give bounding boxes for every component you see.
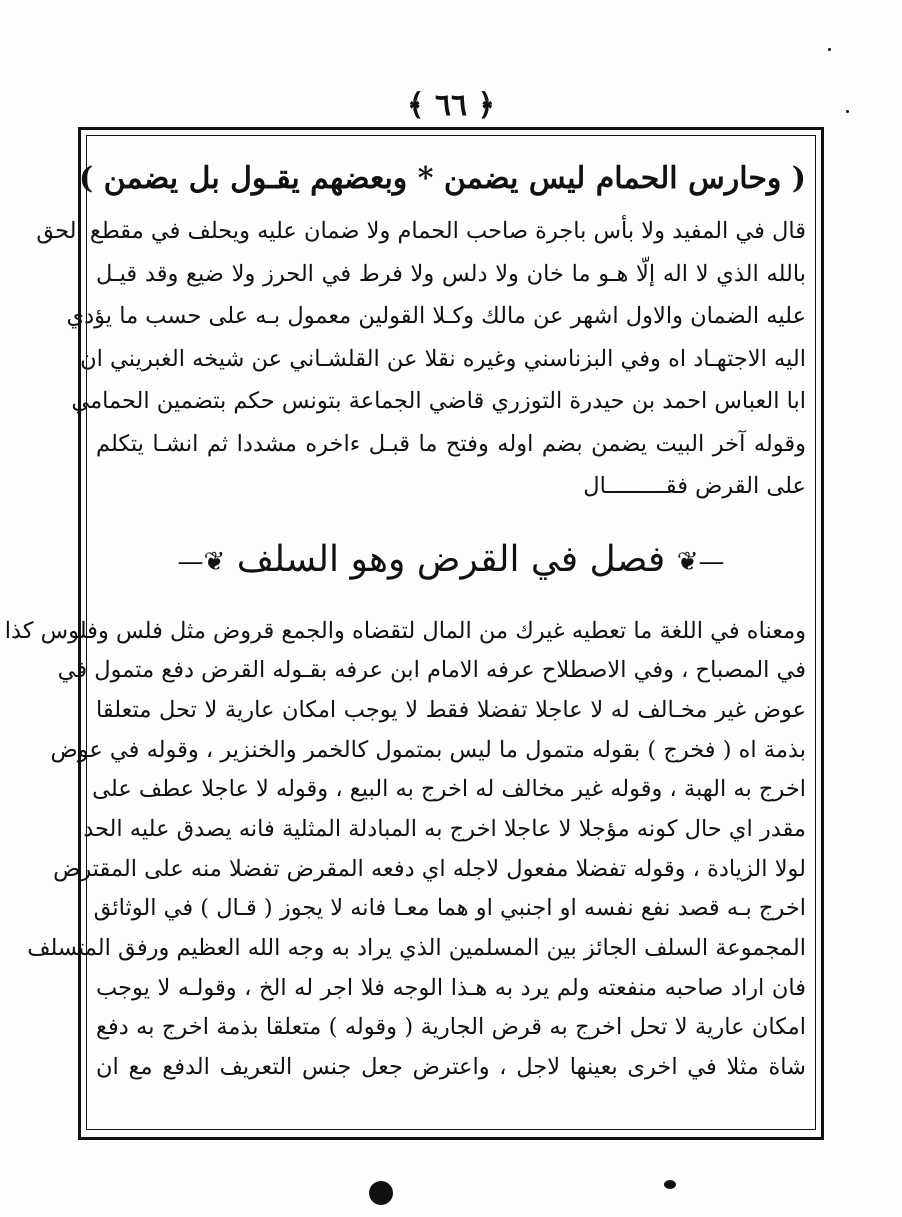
text-line: فان اراد صاحبه منفعته ولم يرد به هـذا الوجه فلا اجر له الخ ، وقولـه لا يوجب [96,974,806,1001]
chapter-heading [96,508,806,612]
text-line: امكان عارية لا تحل اخرج به قرض الجارية ( وقوله ) متعلقا بذمة اخرج به دفع [96,1014,806,1041]
ink-blot-icon [369,1181,393,1205]
text-line: اخرج بـه قصد نفع نفسه او اجنبي او هما معـا فانه لا يجوز ( قـال ) في الوثائق [93,895,806,922]
ink-speck-icon [828,48,831,51]
text-line: عليه الضمان والاول اشهر عن مالك وكـلا القولين معمول بـه على حسب ما يؤدي [66,303,806,329]
text-line: ومعناه في اللغة ما تعطيه غيرك من المال لتقضاه والجمع قروض مثل فلس وفلوس كذا [4,617,806,644]
text-line: بذمة اه ( فخرج ) بقوله متمول ما ليس بمتمول كالخمر والخنزير ، وقوله في عوض [50,736,806,763]
text-line: اليه الاجتهـاد اه وفي البزناسني وغيره نقلا عن القلشـاني عن شيخه الغبريني ان [80,345,806,372]
paragraph-2 [4,612,806,1088]
text-line: مقدر اي حال كونه مؤجلا لا عاجلا اخرج به المبادلة المثلية فانه يصدق عليه الحد [83,815,806,842]
text-line: لولا الزيادة ، وقوله تفضلا مفعول لاجله اي دفعه المقرض تفضلا منه على المقترض [53,855,806,882]
ink-speck-icon [846,110,849,113]
page-content [4,148,806,1118]
ornament-right-icon: —❦ [676,546,725,577]
text-line: اخرج به الهبة ، وقوله غير مخالف له اخرج به البيع ، وقوله لا عاجلا عطف على [92,776,806,803]
ornament-left-icon: ❦— [177,546,226,577]
page-number: ﴿ ٦٦ ﴾ [406,88,496,123]
text-line: وقوله آخر البيت يضمن بضم اوله وفتح ما قبـل ءاخره مشددا ثم انشـا يتكلم [96,430,806,457]
chapter-heading-text: فصل في القرض وهو السلف [236,538,666,580]
text-line: المجموعة السلف الجائز بين المسلمين الذي يراد به وجه الله العظيم ورفق المتسلف [27,935,806,961]
text-line: شاة مثلا في اخرى بعينها لاجل ، واعترض جعل جنس التعريف الدفع مع ان [96,1054,806,1081]
text-line: في المصباح ، وفي الاصطلاح عرفه الامام ابن عرفه بقـوله القرض دفع متمول في [57,657,806,684]
text-line: عوض غير مخـالف له لا عاجلا تفضلا فقط لا يوجب امكان عارية لا تحل متعلقا [96,696,806,723]
paragraph-1 [36,210,806,508]
text-line: بالله الذي لا اله إلّا هـو ما خان ولا دلس ولا فرط في الحرز ولا ضيع وقد قيـل [96,260,806,287]
text-line: على القرض فقـــــــــال [583,473,806,499]
text-line: قال في المفيد ولا بأس باجرة صاحب الحمام ولا ضمان عليه ويحلف في مقطع الحق [36,218,806,244]
ink-speck-icon [664,1180,676,1189]
text-line: ابا العباس احمد بن حيدرة التوزري قاضي الجماعة بتونس حكم بتضمين الحمامي [71,388,806,414]
section-title: ( وحارس الحمام ليس يضمن * وبعضهم يقـول بل يضمن ) [78,161,806,196]
